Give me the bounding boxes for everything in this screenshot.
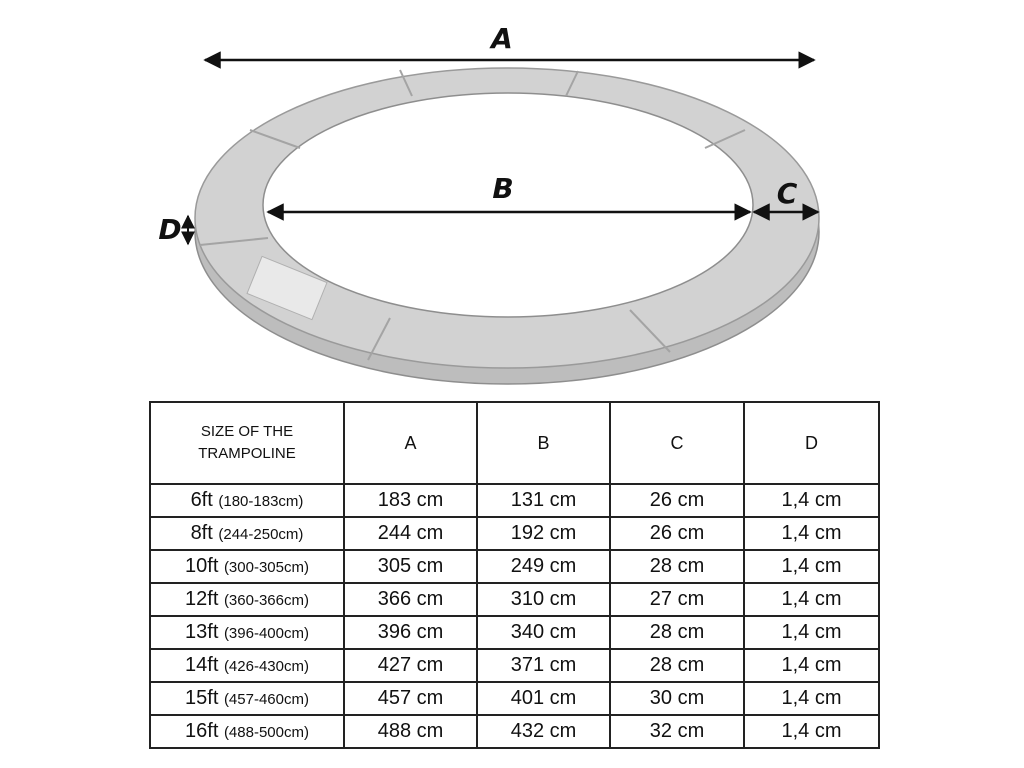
cell-d: 1,4 cm (744, 550, 879, 583)
cell-c: 28 cm (610, 616, 744, 649)
table-row (150, 682, 879, 715)
table-row (150, 616, 879, 649)
size-ft: 10ft (185, 555, 219, 577)
size-cm: (396-400cm) (223, 625, 309, 642)
header-size-line2: TRAMPOLINE (198, 445, 296, 462)
size-cm: (488-500cm) (223, 724, 309, 741)
cell-d: 1,4 cm (744, 484, 879, 517)
table-header-row (150, 402, 879, 484)
header-c: C (610, 402, 744, 484)
header-b: B (477, 402, 610, 484)
cell-b: 310 cm (477, 583, 610, 616)
cell-d: 1,4 cm (744, 682, 879, 715)
cell-a: 427 cm (344, 649, 477, 682)
header-d: D (744, 402, 879, 484)
table-row (150, 715, 879, 748)
cell-d: 1,4 cm (744, 583, 879, 616)
cell-d: 1,4 cm (744, 517, 879, 550)
cell-c: 30 cm (610, 682, 744, 715)
table-row (150, 583, 879, 616)
size-cm: (180-183cm) (218, 493, 304, 510)
size-ft: 12ft (185, 588, 219, 610)
cell-a: 396 cm (344, 616, 477, 649)
size-ft: 15ft (185, 687, 219, 709)
size-table (149, 401, 880, 749)
dimension-label-c: C (776, 177, 798, 210)
table-row (150, 484, 879, 517)
cell-c: 27 cm (610, 583, 744, 616)
size-ft: 13ft (185, 621, 219, 643)
cell-a: 457 cm (344, 682, 477, 715)
cell-size (150, 649, 344, 682)
cell-c: 26 cm (610, 484, 744, 517)
cell-a: 305 cm (344, 550, 477, 583)
size-ft: 14ft (185, 654, 219, 676)
cell-size (150, 715, 344, 748)
dimension-label-d: D (158, 213, 182, 246)
cell-b: 371 cm (477, 649, 610, 682)
cell-size (150, 583, 344, 616)
cell-b: 192 cm (477, 517, 610, 550)
cell-size (150, 517, 344, 550)
cell-size (150, 616, 344, 649)
cell-d: 1,4 cm (744, 616, 879, 649)
pad-ring-top (195, 68, 819, 368)
cell-a: 183 cm (344, 484, 477, 517)
cell-a: 488 cm (344, 715, 477, 748)
cell-b: 131 cm (477, 484, 610, 517)
cell-b: 340 cm (477, 616, 610, 649)
cell-size (150, 682, 344, 715)
size-cm: (360-366cm) (223, 592, 309, 609)
cell-b: 432 cm (477, 715, 610, 748)
cell-d: 1,4 cm (744, 715, 879, 748)
header-size-line1: SIZE OF THE (200, 423, 294, 440)
cell-c: 32 cm (610, 715, 744, 748)
size-cm: (426-430cm) (223, 658, 309, 675)
size-ft: 16ft (185, 720, 219, 742)
size-ft: 8ft (190, 522, 213, 544)
cell-a: 366 cm (344, 583, 477, 616)
size-cm: (457-460cm) (223, 691, 309, 708)
cell-b: 249 cm (477, 550, 610, 583)
dimension-label-b: B (492, 172, 514, 205)
cell-size (150, 550, 344, 583)
header-a: A (344, 402, 477, 484)
cell-c: 28 cm (610, 649, 744, 682)
size-cm: (244-250cm) (218, 526, 304, 543)
cell-d: 1,4 cm (744, 649, 879, 682)
size-cm: (300-305cm) (223, 559, 309, 576)
cell-size (150, 484, 344, 517)
cell-a: 244 cm (344, 517, 477, 550)
dimension-label-a: A (491, 22, 513, 55)
cell-c: 28 cm (610, 550, 744, 583)
table-row (150, 649, 879, 682)
cell-c: 26 cm (610, 517, 744, 550)
size-ft: 6ft (190, 489, 213, 511)
table-row (150, 550, 879, 583)
header-size (150, 402, 344, 484)
table-row (150, 517, 879, 550)
cell-b: 401 cm (477, 682, 610, 715)
